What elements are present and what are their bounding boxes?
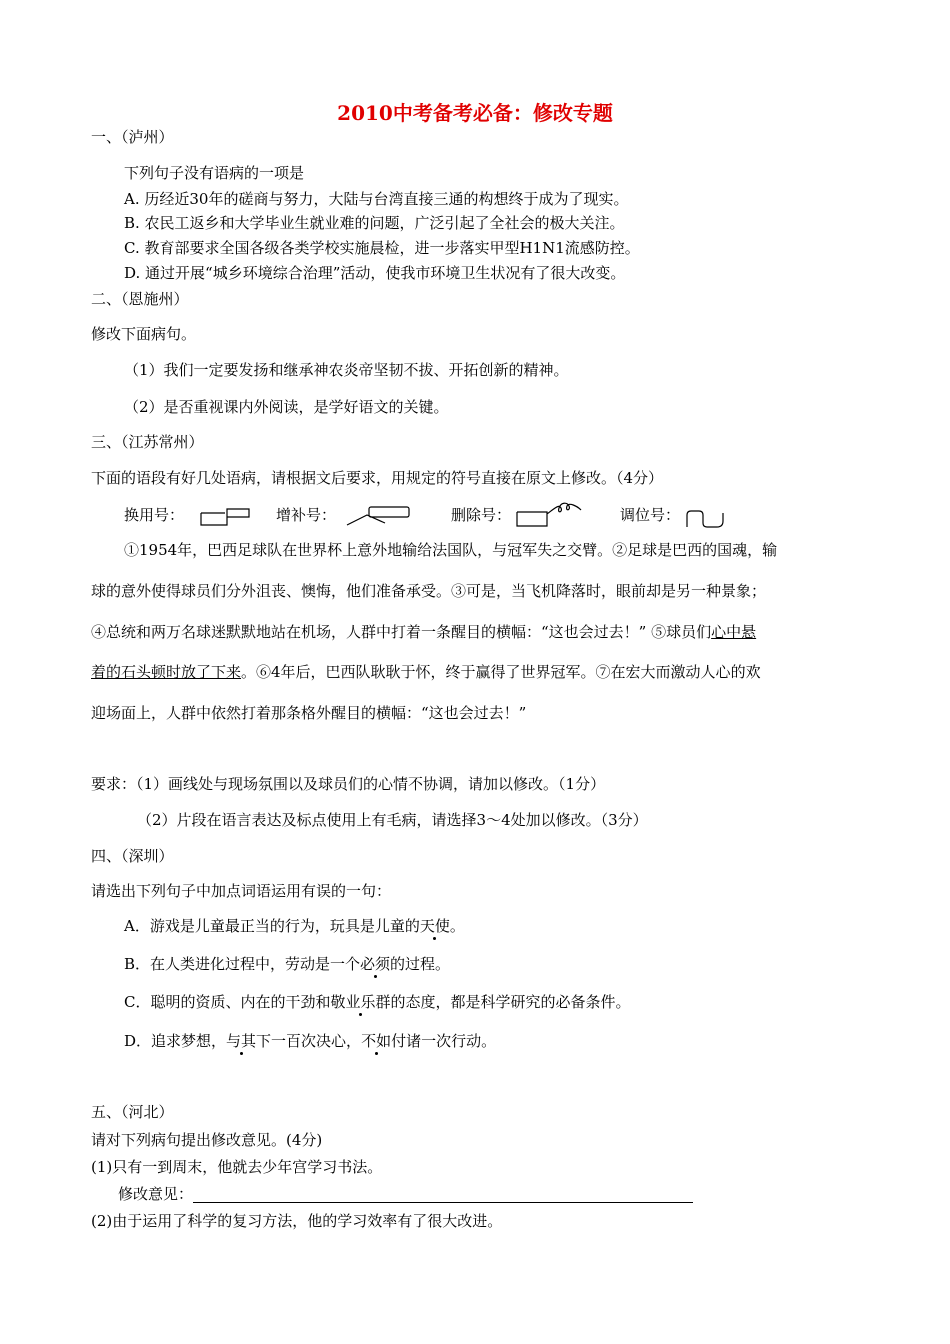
section-3-instruction: 下面的语段有好几处语病，请根据文后要求，用规定的符号直接在原文上修改。（4分） bbox=[91, 469, 664, 487]
passage-line-1: ①1954年，巴西足球队在世界杯上意外地输给法国队，与冠军失之交臂。②足球是巴西的国魂，输 bbox=[124, 541, 778, 559]
advice-label: 修改意见： bbox=[118, 1185, 194, 1203]
option-c-end: 的态度，都是科学研究的必备条件。 bbox=[390, 993, 631, 1011]
section-2-heading: 二、（恩施州） bbox=[91, 290, 189, 308]
section-4-option-b bbox=[124, 955, 450, 973]
passage-line-5: 迎场面上，人群中依然打着那条格外醒目的横幅：“这也会过去！” bbox=[91, 704, 527, 722]
section-4-option-c bbox=[124, 993, 631, 1011]
delete-symbol-icon bbox=[515, 500, 585, 530]
passage-line-2: 球的意外使得球员们分外沮丧、懊悔，他们准备承受。③可是，当飞机降落时，眼前却是另一种景象； bbox=[91, 582, 767, 600]
advice-answer-line[interactable] bbox=[193, 1188, 693, 1203]
symbol-label-insert: 增补号： bbox=[276, 506, 337, 524]
symbol-label-delete: 删除号： bbox=[451, 506, 512, 524]
section-5-heading: 五、（河北） bbox=[91, 1103, 174, 1121]
section-1-option-b: B. 农民工返乡和大学毕业生就业难的问题，广泛引起了全社会的极大关注。 bbox=[124, 214, 625, 232]
passage-line-4 bbox=[91, 663, 761, 681]
section-4-option-d bbox=[124, 1032, 496, 1050]
option-d-end: 付诸一次行动。 bbox=[391, 1032, 497, 1050]
dotted-word-d2: 不如 bbox=[361, 1032, 392, 1050]
section-5-item-2: (2)由于运用了科学的复习方法，他的学习效率有了很大改进。 bbox=[91, 1212, 503, 1230]
reorder-symbol-icon bbox=[683, 503, 727, 529]
option-a-text: A．游戏是儿童最正当的行为，玩具是儿童的 bbox=[124, 917, 420, 935]
section-3-heading: 三、（江苏常州） bbox=[91, 433, 204, 451]
symbol-label-replace: 换用号： bbox=[124, 506, 185, 524]
insert-symbol-icon bbox=[345, 503, 411, 529]
requirement-2: （2）片段在语言表达及标点使用上有毛病，请选择3～4处加以修改。（3分） bbox=[137, 811, 648, 829]
option-d-middle: 下一百次决心， bbox=[256, 1032, 362, 1050]
section-1-option-d: D. 通过开展“城乡环境综合治理”活动，使我市环境卫生状况有了很大改变。 bbox=[124, 264, 626, 282]
dotted-word-b: 必须 bbox=[360, 955, 391, 973]
section-4-question: 请选出下列句子中加点词语运用有误的一句： bbox=[91, 882, 392, 900]
section-2-item-1: （1）我们一定要发扬和继承神农炎帝坚韧不拔、开拓创新的精神。 bbox=[124, 361, 569, 379]
passage-line-3-text: ④总统和两万名球迷默默地站在机场，人群中打着一条醒目的横幅：“这也会过去！” ⑤球员们 bbox=[91, 623, 712, 641]
dotted-word-c: 敬业乐群 bbox=[330, 993, 391, 1011]
page-title: 2010中考备考必备：修改专题 bbox=[337, 101, 613, 125]
section-5-item-1: (1)只有一到周末，他就去少年宫学习书法。 bbox=[91, 1158, 383, 1176]
option-b-text: B．在人类进化过程中，劳动是一个 bbox=[124, 955, 361, 973]
replace-symbol-icon bbox=[199, 503, 251, 529]
advice-row bbox=[118, 1185, 693, 1203]
underlined-text-1: 心中悬 bbox=[711, 623, 757, 641]
option-a-end: 。 bbox=[449, 917, 465, 935]
section-1-heading: 一、（泸州） bbox=[91, 128, 174, 146]
requirement-1: 要求：（1）画线处与现场氛围以及球员们的心情不协调，请加以修改。（1分） bbox=[91, 775, 606, 793]
section-1-question: 下列句子没有语病的一项是 bbox=[124, 164, 305, 182]
option-c-text: C．聪明的资质、内在的干劲和 bbox=[124, 993, 331, 1011]
option-d-text: D．追求梦想， bbox=[124, 1032, 227, 1050]
passage-line-4-text: 。⑥4年后，巴西队耿耿于怀，终于赢得了世界冠军。⑦在宏大而激动人心的欢 bbox=[241, 663, 761, 681]
passage-line-3 bbox=[91, 623, 756, 641]
dotted-word-a: 天使 bbox=[419, 917, 450, 935]
section-5-instruction: 请对下列病句提出修改意见。(4分) bbox=[91, 1131, 323, 1149]
symbol-label-reorder: 调位号： bbox=[620, 506, 681, 524]
option-b-end: 的过程。 bbox=[390, 955, 451, 973]
dotted-word-d1: 与其 bbox=[226, 1032, 257, 1050]
section-2-instruction: 修改下面病句。 bbox=[91, 325, 197, 343]
section-1-option-a: A. 历经近30年的磋商与努力，大陆与台湾直接三通的构想终于成为了现实。 bbox=[124, 190, 629, 208]
section-4-heading: 四、（深圳） bbox=[91, 847, 174, 865]
section-2-item-2: （2）是否重视课内外阅读，是学好语文的关键。 bbox=[124, 398, 449, 416]
section-1-option-c: C. 教育部要求全国各级各类学校实施晨检，进一步落实甲型H1N1流感防控。 bbox=[124, 239, 640, 257]
section-4-option-a bbox=[124, 917, 465, 935]
underlined-text-2: 着的石头顿时放了下来 bbox=[91, 663, 242, 681]
